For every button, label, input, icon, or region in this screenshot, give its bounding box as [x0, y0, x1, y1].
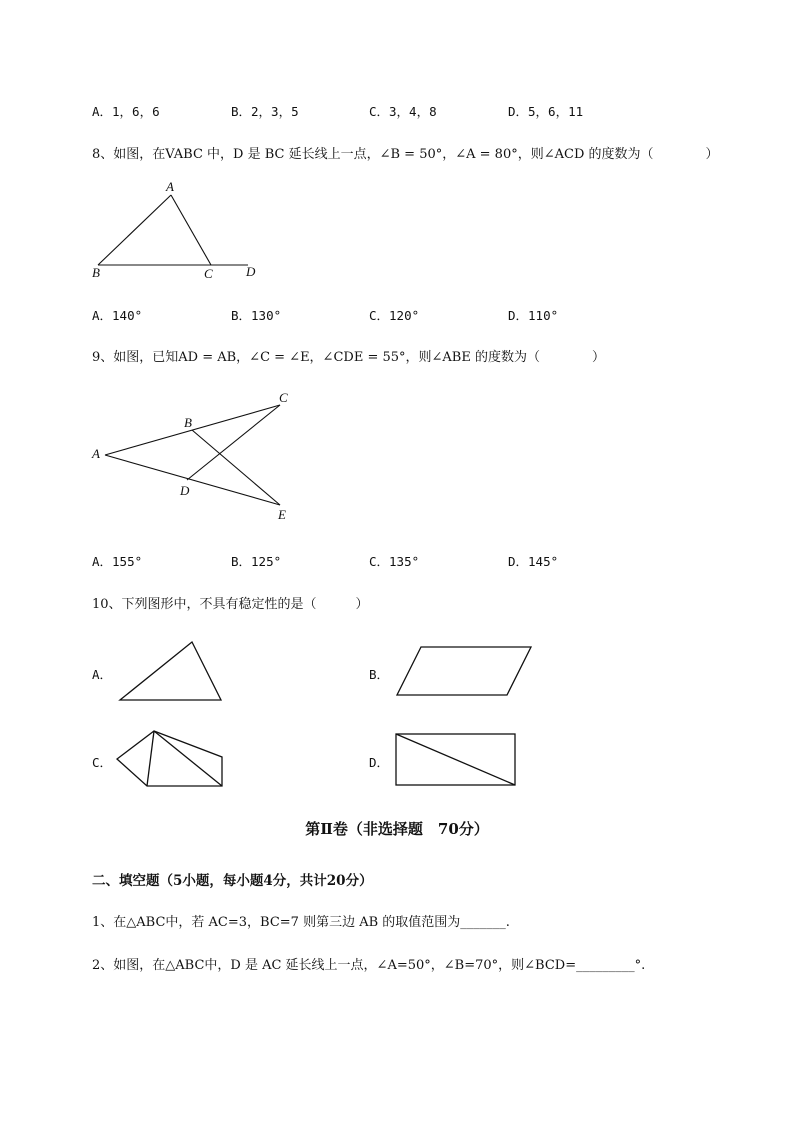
q10-option-a-label: A． [92, 667, 113, 682]
q9-label-b: B [184, 415, 192, 430]
fill-question-1: 1、在△ABC中，若 AC=3，BC=7 则第三边 AB 的取值范围为_______. [92, 915, 510, 930]
q9-segment-be [192, 430, 280, 505]
q7-option-c: C．3，4，8 [369, 104, 437, 119]
q10-option-c-label: C． [92, 755, 113, 770]
q10-option-c-pentagon-figure [112, 726, 230, 792]
q8-option-c: C．120° [369, 308, 420, 323]
q8-label-d: D [246, 264, 256, 279]
q8-side-ac [171, 195, 211, 265]
q10-pentagon-diagonal-1 [147, 731, 154, 786]
fill-in-blank-part-title: 二、填空题（5小题，每小题4分，共计20分） [92, 873, 373, 889]
q10-pentagon-diagonal-2 [154, 731, 222, 786]
q9-option-a: A．155° [92, 554, 143, 569]
q9-segment-cd [187, 405, 280, 480]
q9-option-b: B．125° [231, 554, 282, 569]
q10-option-a-triangle-figure [115, 638, 230, 706]
q10-option-d-rectangle-figure [392, 730, 520, 790]
q10-triangle-shape [120, 642, 221, 700]
q8-option-b: B．130° [231, 308, 282, 323]
q9-question-text: 9、如图，已知AD = AB，∠C = ∠E，∠CDE = 55°，则∠ABE 的度数为（ ） [92, 350, 605, 365]
q8-label-b: B [92, 265, 100, 280]
q10-question-text: 10、下列图形中，不具有稳定性的是（ ） [92, 597, 369, 612]
q9-crossed-triangles-figure [88, 385, 308, 525]
q7-option-d: D．5，6，11 [508, 104, 584, 119]
q7-option-b: B．2，3，5 [231, 104, 299, 119]
q9-label-a: A [92, 446, 100, 461]
q9-segment-ae [105, 455, 280, 505]
q9-label-c: C [279, 390, 288, 405]
q10-option-d-label: D． [369, 755, 390, 770]
q10-option-b-parallelogram-figure [392, 643, 537, 701]
section-ii-title: 第Ⅱ卷（非选择题 70分） [305, 820, 489, 838]
q8-triangle-figure [88, 178, 268, 283]
q9-label-e: E [278, 507, 286, 522]
q9-label-d: D [180, 483, 190, 498]
q8-side-ab [98, 195, 171, 265]
q8-option-a: A．140° [92, 308, 143, 323]
q10-parallelogram-shape [397, 647, 531, 695]
q8-option-d: D．110° [508, 308, 559, 323]
q9-option-c: C．135° [369, 554, 420, 569]
q10-pentagon-outline [117, 731, 222, 786]
q8-label-a: A [166, 179, 174, 194]
q8-question-text: 8、如图，在VABC 中，D 是 BC 延长线上一点，∠B = 50°，∠A = 80°，则∠ACD 的度数为（ ） [92, 147, 719, 162]
q8-label-c: C [204, 266, 213, 281]
fill-question-2: 2、如图，在△ABC中，D 是 AC 延长线上一点，∠A=50°，∠B=70°，则∠BCD=_________°. [92, 958, 646, 973]
q10-option-b-label: B． [369, 667, 390, 682]
q7-option-a: A．1，6，6 [92, 104, 160, 119]
q10-rectangle-diagonal [396, 734, 515, 785]
q9-option-d: D．145° [508, 554, 559, 569]
